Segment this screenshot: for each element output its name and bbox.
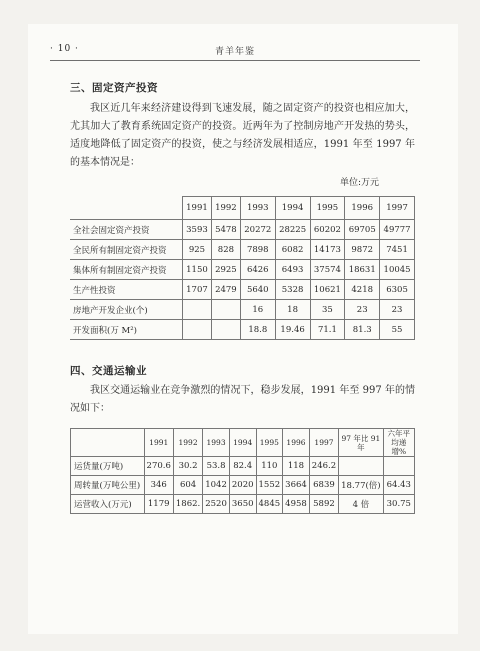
table-cell: 3650: [229, 495, 256, 514]
year-header-cell: 1996: [283, 429, 310, 457]
table-cell: 4218: [345, 280, 380, 300]
table-cell: 1862.: [173, 495, 202, 514]
table-cell: 6305: [380, 280, 415, 300]
table-cell: 10621: [310, 280, 345, 300]
row-label: 运货量(万吨): [71, 457, 145, 476]
table-cell: 2520: [203, 495, 230, 514]
table-cell: 71.1: [310, 320, 345, 340]
row-label: 开发面积(万 M²): [70, 320, 183, 340]
table-cell: 35: [310, 300, 345, 320]
table-cell: 6839: [309, 476, 338, 495]
table-row: [70, 280, 415, 300]
table-cell: 118: [283, 457, 310, 476]
table-cell: 5328: [275, 280, 310, 300]
year-header-cell: 1991: [144, 429, 173, 457]
table-cell: 6082: [275, 240, 310, 260]
table-cell: 16: [240, 300, 275, 320]
table-header-row: [71, 429, 415, 457]
table-cell: 3593: [183, 220, 212, 240]
section-heading-transport: 四、交通运输业: [70, 365, 147, 377]
table-cell: 7898: [240, 240, 275, 260]
table-row: [70, 240, 415, 260]
table-cell: 828: [211, 240, 240, 260]
growth-cell: [383, 457, 414, 476]
table-cell: 81.3: [345, 320, 380, 340]
table-cell: 23: [345, 300, 380, 320]
table-cell: 1179: [144, 495, 173, 514]
table-cell: 14173: [310, 240, 345, 260]
table-cell: [211, 300, 240, 320]
section-paragraph-transport: 我区交通运输业在竞争激烈的情况下，稳步发展，1991 年至 997 年的情况如下：: [70, 385, 415, 414]
year-header-cell: 1997: [380, 197, 415, 220]
table-row: [71, 457, 415, 476]
table-row: [70, 300, 415, 320]
year-header-cell: 1997: [309, 429, 338, 457]
table-cell: 270.6: [144, 457, 173, 476]
table-cell: 110: [256, 457, 283, 476]
ratio-cell: [339, 457, 383, 476]
year-header-cell: 1994: [229, 429, 256, 457]
table-cell: 49777: [380, 220, 415, 240]
row-label: 运营收入(万元): [71, 495, 145, 514]
table-row: [71, 495, 415, 514]
ratio-header-cell: 97 年比 91 年: [339, 429, 383, 457]
table-cell: 30.2: [173, 457, 202, 476]
table-cell: 2479: [211, 280, 240, 300]
year-header-cell: 1993: [240, 197, 275, 220]
page-number: · 10 ·: [50, 44, 79, 54]
table-cell: 6493: [275, 260, 310, 280]
table-cell: 4958: [283, 495, 310, 514]
year-header-cell: 1994: [275, 197, 310, 220]
row-label: 集体所有制固定资产投资: [70, 260, 183, 280]
year-header-cell: 1993: [203, 429, 230, 457]
table-cell: 18631: [345, 260, 380, 280]
table-cell: 6426: [240, 260, 275, 280]
table-cell: 82.4: [229, 457, 256, 476]
growth-cell: 30.75: [383, 495, 414, 514]
table-row: [70, 260, 415, 280]
table-corner-cell: [71, 429, 145, 457]
growth-header-cell: 六年平均递增%: [383, 429, 414, 457]
table-cell: 37574: [310, 260, 345, 280]
ratio-cell: 4 倍: [339, 495, 383, 514]
table-cell: 1707: [183, 280, 212, 300]
growth-cell: 64.43: [383, 476, 414, 495]
section-heading-fixed-assets: 三、固定资产投资: [70, 82, 158, 94]
table-cell: 2020: [229, 476, 256, 495]
table-cell: [211, 320, 240, 340]
table-cell: 28225: [275, 220, 310, 240]
row-label: 全民所有制固定资产投资: [70, 240, 183, 260]
table-cell: 60202: [310, 220, 345, 240]
table-cell: 18: [275, 300, 310, 320]
year-header-cell: 1992: [211, 197, 240, 220]
table-cell: 69705: [345, 220, 380, 240]
row-label: 房地产开发企业(个): [70, 300, 183, 320]
table-cell: 5640: [240, 280, 275, 300]
table-cell: 5478: [211, 220, 240, 240]
table-row: [71, 476, 415, 495]
table-cell: 19.46: [275, 320, 310, 340]
unit-label: 单位:万元: [340, 178, 380, 188]
table-cell: 3664: [283, 476, 310, 495]
table-cell: [183, 300, 212, 320]
table-cell: 346: [144, 476, 173, 495]
year-header-cell: 1991: [183, 197, 212, 220]
table-cell: 55: [380, 320, 415, 340]
table-cell: 1150: [183, 260, 212, 280]
table-cell: 23: [380, 300, 415, 320]
year-header-cell: 1995: [310, 197, 345, 220]
row-label: 生产性投资: [70, 280, 183, 300]
table-cell: 2925: [211, 260, 240, 280]
year-header-cell: 1995: [256, 429, 283, 457]
table-cell: 9872: [345, 240, 380, 260]
running-title: 青羊年鉴: [214, 47, 255, 57]
table-cell: 53.8: [203, 457, 230, 476]
fixed-assets-table: [70, 196, 415, 340]
header-rule: [50, 60, 420, 61]
year-header-cell: 1992: [173, 429, 202, 457]
row-label: 全社会固定资产投资: [70, 220, 183, 240]
table-cell: 925: [183, 240, 212, 260]
year-header-cell: 1996: [345, 197, 380, 220]
table-cell: 5892: [309, 495, 338, 514]
table-row: [70, 320, 415, 340]
table-cell: 604: [173, 476, 202, 495]
table-cell: 20272: [240, 220, 275, 240]
table-header-row: [70, 197, 415, 220]
page-header: [50, 40, 420, 58]
table-cell: [183, 320, 212, 340]
table-cell: 1552: [256, 476, 283, 495]
table-cell: 7451: [380, 240, 415, 260]
table-cell: 10045: [380, 260, 415, 280]
row-label: 周转量(万吨公里): [71, 476, 145, 495]
table-cell: 1042: [203, 476, 230, 495]
table-row: [70, 220, 415, 240]
transport-table: [70, 428, 415, 514]
table-corner-cell: [70, 197, 183, 220]
table-cell: 4845: [256, 495, 283, 514]
table-cell: 18.8: [240, 320, 275, 340]
section-paragraph-fixed-assets: 我区近几年来经济建设得到飞速发展，随之固定资产的投资也相应加大，尤其加大了教育系统固定资产的投资。近两年为了控制房地产开发热的势头，适度地降低了固定资产的投资，使之与经济发展相适应，1991 年至 1997 年的基本情况是：: [70, 103, 415, 168]
table-cell: 246.2: [309, 457, 338, 476]
ratio-cell: 18.77(倍): [339, 476, 383, 495]
